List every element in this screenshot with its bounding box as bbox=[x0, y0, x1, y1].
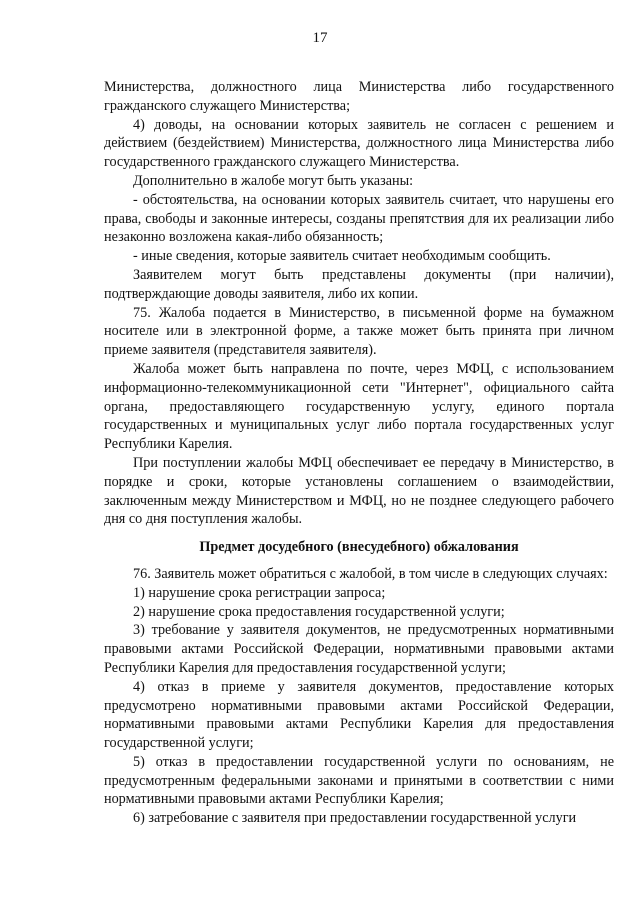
paragraph: 4) доводы, на основании которых заявитель не согласен с решением и действием (бездействием) Министерства, должностного лица Министерства либо государственного гражданского служащего Министерства. bbox=[104, 116, 614, 171]
paragraph: 75. Жалоба подается в Министерство, в письменной форме на бумажном носителе или в электронной форме, а также может быть принята при личном приеме заявителя (представителя заявителя). bbox=[104, 304, 614, 359]
paragraph: 76. Заявитель может обратиться с жалобой, в том числе в следующих случаях: bbox=[133, 565, 608, 582]
paragraph: - иные сведения, которые заявитель считает необходимым сообщить. bbox=[133, 248, 551, 265]
section-heading: Предмет досудебного (внесудебного) обжалования bbox=[199, 539, 519, 556]
paragraph: 4) отказ в приеме у заявителя документов, предоставление которых предусмотрено нормативными правовыми актами Российской Федерации, нормативными правовыми актами Республики Карелия для предоставления государственной услуги; bbox=[104, 678, 614, 752]
paragraph: 6) затребование с заявителя при предоставлении государственной услуги bbox=[133, 810, 577, 827]
paragraph: Заявителем могут быть представлены документы (при наличии), подтверждающие доводы заявителя, либо их копии. bbox=[104, 266, 614, 302]
paragraph: 1) нарушение срока регистрации запроса; bbox=[133, 584, 386, 601]
paragraph: 2) нарушение срока предоставления государственной услуги; bbox=[133, 603, 505, 620]
page-number: 17 bbox=[312, 30, 328, 46]
paragraph: 3) требование у заявителя документов, не предусмотренных нормативными правовыми актами Российской Федерации, нормативными правовыми актами Республики Карелия для предоставления государственной услуги; bbox=[104, 622, 614, 676]
paragraph: Министерства, должностного лица Министерства либо государственного гражданского служащего Министерства; bbox=[104, 79, 614, 114]
paragraph: 5) отказ в предоставлении государственной услуги по основаниям, не предусмотренным федеральными законами и принятыми в соответствии с ними нормативными правовыми актами Республики Карелия; bbox=[104, 753, 614, 808]
paragraphs-bottom bbox=[104, 565, 614, 828]
paragraphs-top bbox=[104, 78, 614, 529]
paragraph: Дополнительно в жалобе могут быть указаны: bbox=[133, 172, 414, 189]
paragraph: При поступлении жалобы МФЦ обеспечивает ее передачу в Министерство, в порядке и сроки, которые установлены соглашением о взаимодействии, заключенным между Министерством и МФЦ, но не позднее следующего рабочего дня со дня поступления жалобы. bbox=[104, 454, 614, 528]
paragraph: - обстоятельства, на основании которых заявитель считает, что нарушены его права, свободы и законные интересы, созданы препятствия для их реализации либо незаконно возложена какая-либо обязанность; bbox=[104, 191, 614, 246]
paragraph: Жалоба может быть направлена по почте, через МФЦ, с использованием информационно-телекоммуникационной сети "Интернет", официального сайта органа, предоставляющего государственную услугу, единого портала государственных и муниципальных услуг либо портала государственных услуг Республики Карелия. bbox=[104, 360, 614, 453]
page-body bbox=[104, 78, 614, 828]
